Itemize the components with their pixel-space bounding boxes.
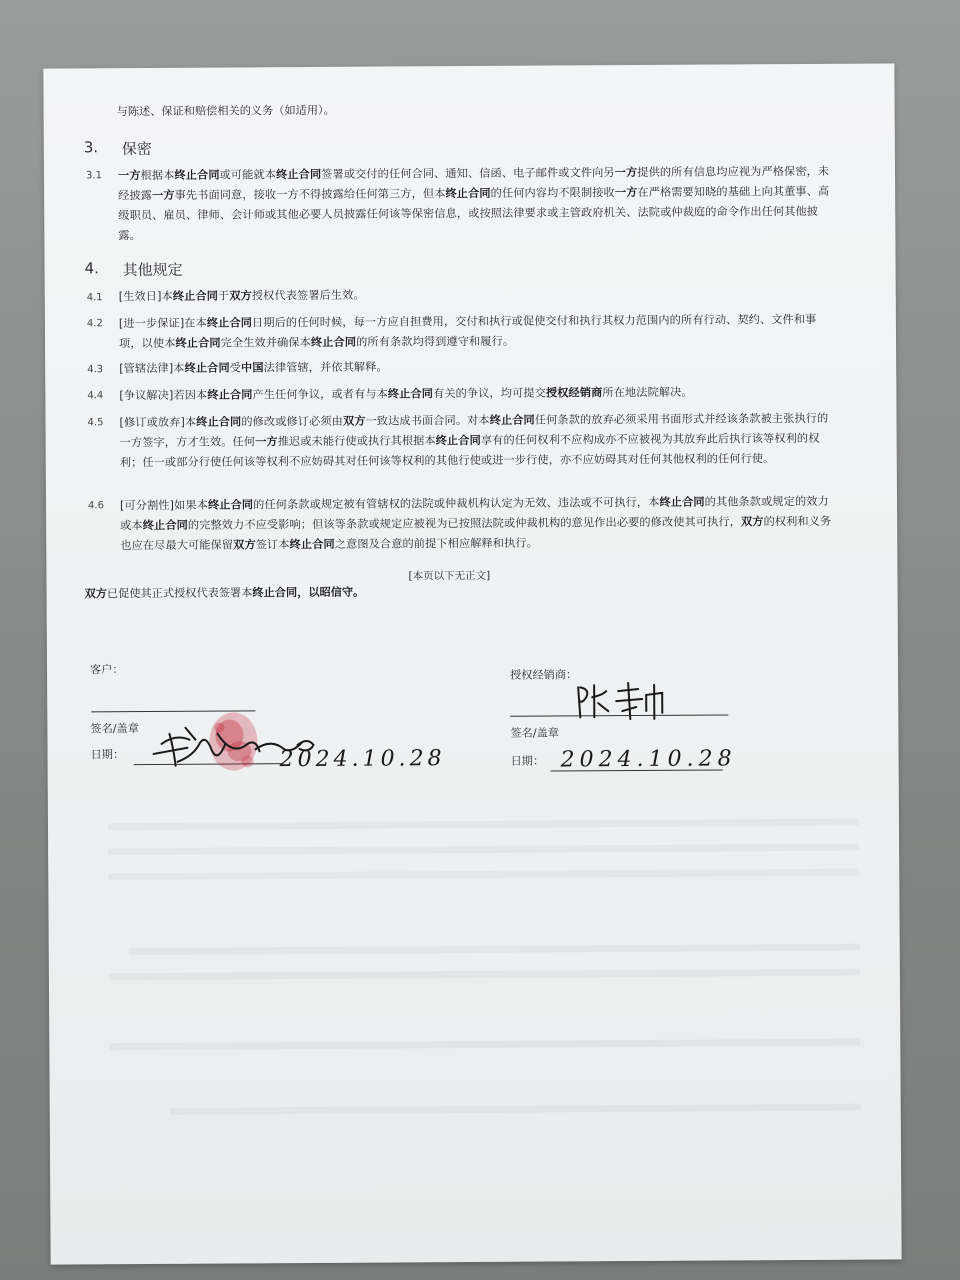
clause-number: 4.2 bbox=[86, 318, 103, 330]
clause-4-4: [争议解决]若因本终止合同产生任何争议，或者有与本终止合同有关的争议，均可提交授权经销商所在地法院解决。 bbox=[119, 385, 693, 403]
clause-number: 3.1 bbox=[85, 170, 102, 182]
clause-number: 4.5 bbox=[87, 417, 104, 429]
clause-4-1: [生效日]本终止合同于双方授权代表签署后生效。 bbox=[118, 288, 365, 304]
customer-label: 客户： bbox=[89, 663, 124, 677]
clause-number: 4.4 bbox=[87, 390, 104, 402]
end-of-text-note: [本页以下无正文] bbox=[408, 569, 491, 583]
dealer-sign-label: 签名/盖章 bbox=[510, 726, 559, 740]
bleed-through-line bbox=[170, 1104, 861, 1115]
bleed-through-line bbox=[109, 1039, 860, 1051]
bleed-through-line bbox=[108, 819, 859, 831]
clause-3-1: 一方根据本终止合同或可能就本终止合同签署或交付的任何合同、通知、信函、电子邮件或文件向另一方提供的所有信息均应视为严格保密，未经披露一方事先书面同意，接收一方不得披露给任何第三方，但本终止合同的任何内容均不限制接收一方在严格需要知晓的基础上向其董事、高级职员、雇员、律师、会计师或其他必要人员披露任何该等保密信息，或按照法律要求或主管政府机关、法院或仲裁庭的命令作出任何其他披露。 bbox=[117, 164, 830, 243]
dealer-date-label: 日期： bbox=[510, 754, 545, 768]
bleed-through-line bbox=[129, 944, 860, 955]
bleed-through-line bbox=[108, 844, 859, 856]
clause-4-2: [进一步保证]在本终止合同日期后的任何时候，每一方应自担费用，交付和执行或促使交付和执行其权力范围内的所有行动、契约、文件和事项，以使本终止合同完全生效并确保本终止合同的所有条款均得到遵守和履行。 bbox=[118, 312, 817, 351]
bleed-through-line bbox=[108, 869, 859, 881]
red-seal-stamp bbox=[209, 712, 257, 770]
section-4-number: 4. bbox=[84, 259, 99, 278]
clause-4-5: [修订或放弃]本终止合同的修改或修订必须由双方一致达成书面合同。对本终止合同任何条款的放弃必须采用书面形式并经该条款被主张执行的一方签字，方才生效。任何一方推迟或未能行使或执行其根据本终止合同享有的任何权利不应构成亦不应被视为其放弃此后执行该等权利的权利；任一或部分行使任何该等权利不应妨碍其对任何该等权利的其他行使或进一步行使，亦不应妨碍其对任何其他权利的任何行使。 bbox=[119, 411, 829, 470]
clause-4-3: [管辖法律]本终止合同受中国法律管辖，并依其解释。 bbox=[119, 360, 388, 376]
section-4-title: 其他规定 bbox=[122, 260, 183, 280]
dealer-handwritten-date: 2024.10.28 bbox=[560, 746, 737, 773]
contract-page bbox=[43, 63, 901, 1264]
customer-date-label: 日期： bbox=[90, 748, 125, 762]
dealer-handwritten-signature bbox=[572, 677, 672, 722]
clause-number: 4.3 bbox=[87, 364, 104, 376]
dealer-label: 授权经销商： bbox=[510, 668, 578, 682]
bleed-through-line bbox=[109, 969, 860, 981]
section-3-number: 3. bbox=[83, 138, 99, 157]
customer-sign-label: 签名/盖章 bbox=[90, 722, 139, 736]
clause-number: 4.1 bbox=[86, 292, 103, 304]
continued-line: 与陈述、保证和赔偿相关的义务（如适用）。 bbox=[116, 103, 335, 119]
customer-handwritten-date: 2024.10.28 bbox=[279, 746, 446, 773]
clause-number: 4.6 bbox=[87, 500, 104, 512]
clause-4-6: [可分割性]如果本终止合同的任何条款或规定被有管辖权的法院或仲裁机构认定为无效、违法或不可执行，本终止合同的其他条款或规定的效力或本终止合同的完整效力不应受影响；但该等条款或规定应被视为已按照法院或仲裁机构的意见作出必要的修改使其可执行，双方的权利和义务也应在尽最大可能保留双方签订本终止合同之意图及合意的前提下相应解释和执行。 bbox=[119, 494, 832, 553]
section-3-title: 保密 bbox=[121, 139, 152, 159]
closing-statement: 双方已促使其正式授权代表签署本终止合同，以昭信守。 bbox=[84, 585, 365, 601]
